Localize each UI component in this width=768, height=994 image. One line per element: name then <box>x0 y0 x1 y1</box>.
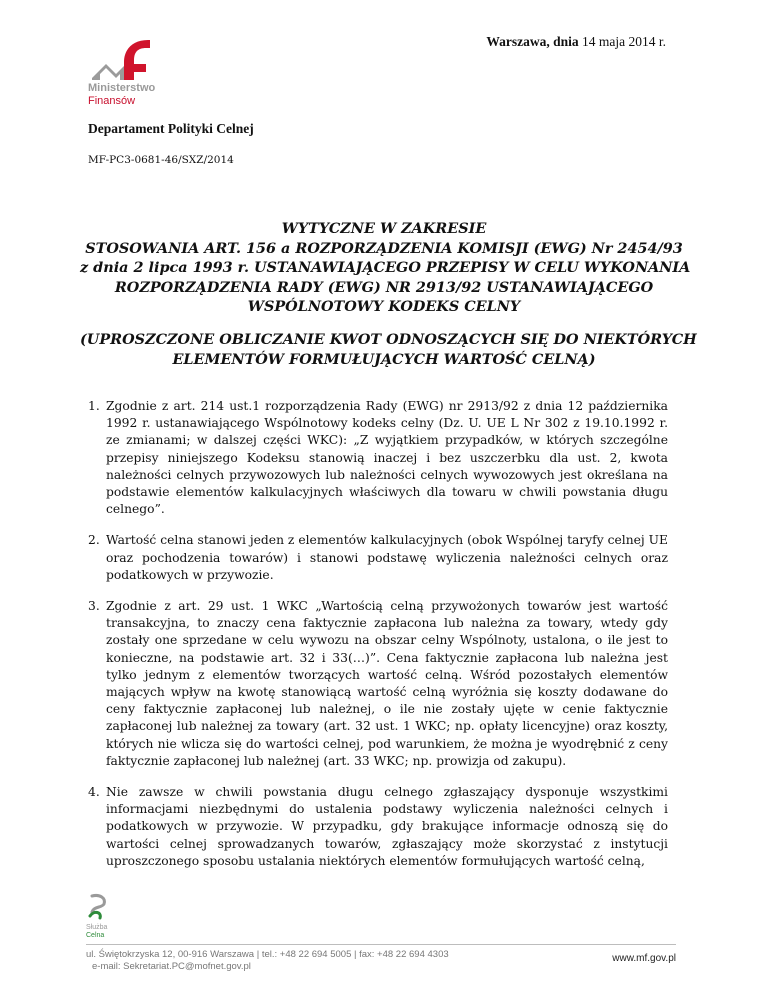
paragraph-item <box>88 784 668 870</box>
document-title <box>80 219 691 317</box>
logo-line-finansow: Finansów <box>88 95 136 107</box>
title-line: WSPÓLNOTOWY KODEKS CELNY <box>247 298 521 315</box>
title-line: WYTYCZNE W ZAKRESIE <box>281 220 487 237</box>
reference-number: MF-PC3-0681-46/SXZ/2014 <box>88 154 234 166</box>
footer-address <box>86 949 449 973</box>
department-name: Departament Polityki Celnej <box>88 121 254 136</box>
paragraph-text: Nie zawsze w chwili powstania długu celnego zgłaszający dysponuje wszystkimi informacjami niezbędnymi do ustalenia podstawy wyliczenia należności celnych i podatkowych w przywozie. W przypadku, gdy brakujące informacje odnoszą się do wartości celnej sprowadzanych towarów, zgłaszający może skorzystać z instytucji uproszczonego sposobu ustalania niektórych elementów formułujących wartość celną, <box>106 785 668 868</box>
date-value: 14 maja 2014 r. <box>582 34 666 49</box>
title-line: z dnia 2 lipca 1993 r. USTANAWIAJĄCEGO PRZEPISY W CELU WYKONANIA <box>80 259 691 276</box>
footer-divider <box>86 944 676 945</box>
paragraph-number: 3. <box>88 599 100 614</box>
paragraph-text: Zgodnie z art. 214 ust.1 rozporządzenia Rady (EWG) nr 2913/92 z dnia 12 października 1992 r. ustanawiającego Wspólnotowy kodeks celny (Dz. U. UE L Nr 302 z 19.10.1992 r. ze zmianami; w dalszej części WKC): „Z wyjątkiem przypadków, w których szczególne przepisy niniejszego Kodeksu stanowią inaczej i bez uszczerbku dla ust. 2, kwota należności celnych przywozowych lub należności celnych wywozowych jest określana na podstawie elementów kalkulacyjnych właściwych dla towaru w chwili powstania długu celnego”. <box>106 399 668 517</box>
footer-logo-line2: Celna <box>86 932 105 939</box>
footer-address-line: ul. Świętokrzyska 12, 00-916 Warszawa | tel.: +48 22 694 5005 | fax: +48 22 694 4303 <box>86 949 449 960</box>
numbered-paragraphs <box>88 398 668 884</box>
paragraph-text: Wartość celna stanowi jeden z elementów kalkulacyjnych (obok Wspólnej taryfy celnej UE oraz pochodzenia towarów) i stanowi podstawę wyliczenia należności celnych oraz podatkowych w przywozie. <box>106 533 668 582</box>
subtitle-line: ELEMENTÓW FORMUŁUJĄCYCH WARTOŚĆ CELNĄ) <box>172 350 596 368</box>
sluzba-celna-logo-text <box>86 924 107 940</box>
paragraph-number: 4. <box>88 785 100 800</box>
document-date <box>486 34 666 50</box>
subtitle-line: (UPROSZCZONE OBLICZANIE KWOT ODNOSZĄCYCH SIĘ DO NIEKTÓRYCH <box>80 331 697 348</box>
footer-logo-line1: Służba <box>86 924 108 931</box>
mf-logo-text <box>88 82 155 108</box>
footer-email-line: e-mail: Sekretariat.PC@mofnet.gov.pl <box>92 961 251 972</box>
paragraph-number: 1. <box>88 399 100 413</box>
paragraph-number: 2. <box>88 533 100 548</box>
footer-website: www.mf.gov.pl <box>612 953 676 964</box>
paragraph-item <box>88 532 668 584</box>
logo-line-ministerstwo: Ministerstwo <box>88 82 156 94</box>
paragraph-item <box>88 398 668 518</box>
date-label: Warszawa, dnia <box>486 34 579 49</box>
sluzba-celna-logo-icon <box>86 892 110 926</box>
paragraph-text: Zgodnie z art. 29 ust. 1 WKC „Wartością celną przywożonych towarów jest wartość transakcyjna, to znaczy cena faktycznie zapłacona lub należna za towary, wtedy gdy zostały one sprzedane w celu wywozu na obszar celny Wspólnoty, ustalona, o ile jest to konieczne, na podstawie art. 32 i 33(…)”. Cena faktycznie zapłacona lub należna jest tylko jednym z elementów tworzących wartość celną. Wśród pozostałych elementów mających wpływ na kwotę stanowiącą wartość celną wyróżnia się koszty dodawane do ceny faktycznie zapłaconej lub należnej, o ile nie zostały ujęte w cenie faktycznie zapłaconej lub należnej za towary (art. 32 ust. 1 WKC; np. opłaty licencyjne) oraz koszty, których nie wlicza się do wartości celnej, pod warunkiem, że można je wyodrębnić z ceny faktycznie zapłaconej lub należnej (art. 33 WKC; np. prowizja od zakupu). <box>106 599 668 768</box>
title-line: STOSOWANIA ART. 156 a ROZPORZĄDZENIA KOMISJI (EWG) Nr 2454/93 <box>85 239 683 257</box>
title-line: ROZPORZĄDZENIA RADY (EWG) NR 2913/92 USTANAWIAJĄCEGO <box>114 278 654 296</box>
paragraph-item <box>88 598 668 770</box>
document-subtitle <box>80 330 697 369</box>
